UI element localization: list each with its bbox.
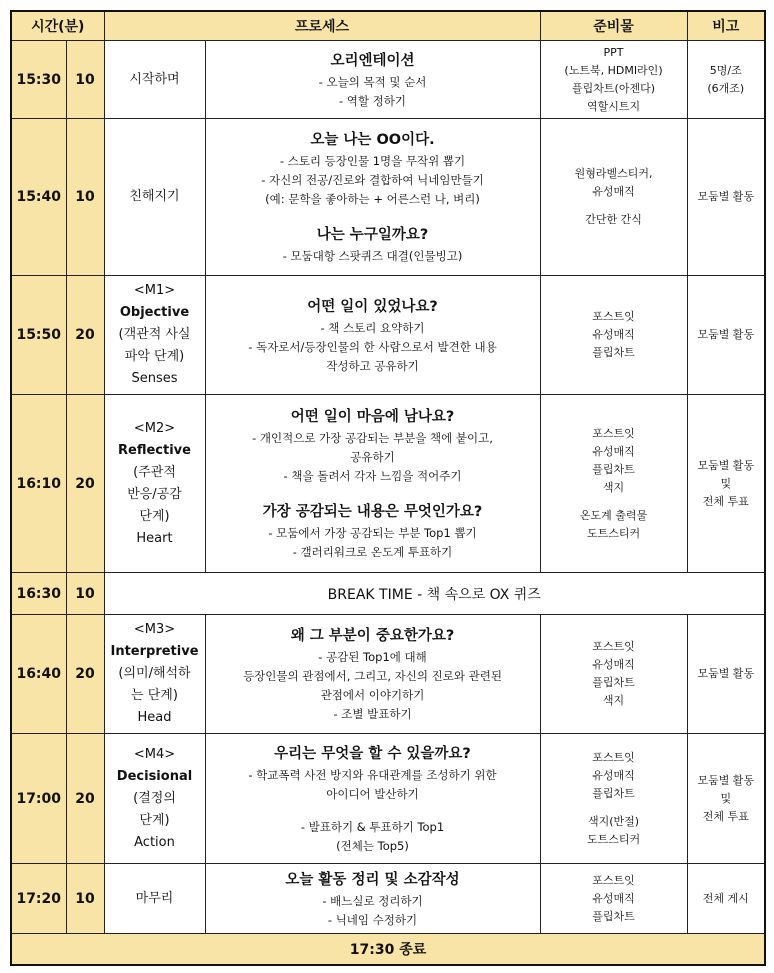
stage-line: Reflective [118,442,191,458]
process-cell [205,734,540,864]
process-cell [205,41,540,119]
process-heading: 오늘 활동 정리 및 소감작성 [285,871,460,888]
header-row [11,11,765,41]
process-heading: 우리는 무엇을 할 수 있을까요? [274,745,471,762]
schedule-table [10,10,766,966]
stage-line: 단계) [139,508,170,524]
section-gap [206,804,540,818]
stage-cell [104,864,205,934]
materials-gap [541,497,687,507]
notes-cell [687,276,765,395]
note-line: 모둠별 활동 [697,190,755,203]
notes-cell [687,119,765,276]
stage-cell [104,276,205,395]
process-line: 공유하기 [350,450,395,464]
material-item: 포스트잇 [592,750,635,764]
duration-cell: 20 [66,276,104,395]
stage-cell [104,395,205,573]
materials-gap [541,201,687,211]
stage-line: 파악 단계) [124,349,185,364]
stage-line: 단계) [139,812,170,828]
material-item: 온도계 출력물 [579,508,648,522]
process-line: - 역할 정하기 [339,93,407,108]
process-line: 아이디어 발산하기 [326,786,419,801]
time-cell: 16:10 [11,395,66,573]
stage-line: <M2> [133,420,176,436]
header-materials: 준비물 [540,11,687,41]
note-line: 전체 투표 [702,494,749,508]
note-line: 모둠별 활동 [697,328,755,341]
material-item: 원형라벨스티커, [574,167,653,180]
note-line: 전체 게시 [702,891,749,905]
stage-line: Action [134,834,175,850]
header-notes: 비고 [687,11,765,41]
stage-line: Heart [136,530,173,546]
material-item: 플립차트 [592,346,635,359]
stage-line: 친해지기 [129,189,180,204]
process-line: - 배느실로 정리하기 [322,893,423,908]
process-line: - 개인적으로 가장 공감되는 부분을 책에 붙이고, [252,431,493,445]
header-process: 프로세스 [104,11,540,41]
notes-cell [687,615,765,734]
table-row [11,615,765,734]
notes-cell [687,395,765,573]
stage-line: 시작하며 [129,71,180,87]
material-item: PPT [603,45,624,59]
time-cell: 15:40 [11,119,66,276]
duration-cell: 10 [66,573,104,615]
header-time: 시간(분) [11,11,104,41]
notes-cell [687,864,765,934]
stage-line: (주관적 [133,464,176,480]
materials-cell [540,119,687,276]
material-item: 플립차트(아젠다) [572,81,655,95]
note-line: 모둠별 활동 [697,458,755,472]
process-heading: 오늘 나는 OO이다. [310,132,435,148]
stage-line: <M4> [133,746,176,762]
process-heading: 왜 그 부분이 중요한가요? [290,628,455,644]
material-item: (노트북, HDMI라인) [564,63,663,77]
material-item: 유성매직 [592,658,635,671]
materials-cell [540,734,687,864]
process-line: - 모둠에서 가장 공감되는 부분 Top1 뽑기 [268,526,477,540]
stage-cell [104,41,205,119]
material-item: 플립차트 [592,462,635,476]
duration-cell: 20 [66,395,104,573]
process-line: (전체는 Top5) [336,838,409,853]
notes-cell [687,41,765,119]
stage-line: 반응/공감 [127,486,182,502]
material-item: 간단한 간식 [585,213,642,226]
stage-line: Interpretive [110,644,199,659]
duration-cell: 10 [66,41,104,119]
material-item: 플립차트 [592,676,635,689]
materials-gap [541,803,687,813]
break-cell: BREAK TIME - 책 속으로 OX 퀴즈 [104,573,765,615]
material-item: 포스트잇 [592,873,635,887]
duration-cell: 10 [66,864,104,934]
process-cell [205,276,540,395]
time-cell: 16:40 [11,615,66,734]
table-row [11,119,765,276]
process-line: - 학교폭력 사전 방지와 유대관계를 조성하기 위한 [248,767,497,782]
end-time: 17:30 종료 [11,934,765,966]
note-line: 및 [720,791,732,805]
material-item: 유성매직 [592,768,635,782]
materials-cell [540,615,687,734]
duration-cell: 20 [66,734,104,864]
stage-line: (객관적 사실 [118,327,191,342]
process-line: - 갤러리워크로 온도계 투표하기 [292,545,453,559]
process-cell [205,395,540,573]
table-row [11,395,765,573]
note-line: (6개조) [707,81,745,95]
table-row [11,276,765,395]
material-item: 색지 [602,480,625,494]
process-heading: 어떤 일이 마음에 남나요? [290,409,455,425]
material-item: 도트스티커 [586,526,641,540]
section-gap [206,209,540,223]
time-cell: 15:30 [11,41,66,119]
footer-row [11,934,765,966]
time-cell: 17:20 [11,864,66,934]
note-line: 모둠별 활동 [697,667,755,680]
time-cell: 15:50 [11,276,66,395]
process-heading: 오리엔테이션 [330,52,415,69]
materials-cell [540,864,687,934]
table-row [11,41,765,119]
section-gap [206,486,540,500]
stage-line: Head [137,710,172,725]
process-cell [205,864,540,934]
note-line: 전체 투표 [702,809,749,823]
material-item: 포스트잇 [592,310,635,323]
process-line: 작성하고 공유하기 [326,358,419,373]
note-line: 모둠별 활동 [697,773,755,787]
process-line: (예: 문학을 좋아하는 + 어른스런 나, 벼리) [265,192,480,206]
process-heading: 어떤 일이 있었나요? [307,298,438,315]
material-item: 유성매직 [592,185,635,198]
process-line: - 책 스토리 요약하기 [320,320,425,335]
process-line: - 책을 돌려서 각자 느낌을 적어주기 [283,469,462,483]
process-line: 관점에서 이야기하기 [320,688,425,702]
process-line: 등장인물의 관점에서, 그리고, 자신의 진로와 관련된 [243,669,502,683]
stage-cell [104,615,205,734]
process-line: - 스토리 등장인물 1명을 무작위 뽑기 [279,154,466,168]
material-item: 플립차트 [592,786,635,800]
materials-cell [540,41,687,119]
process-heading: 가장 공감되는 내용은 무엇인가요? [262,504,483,520]
table-row [11,864,765,934]
stage-line: (의미/해석하 [118,666,191,681]
notes-cell [687,734,765,864]
schedule-body [11,41,765,934]
note-line: 5명/조 [709,63,742,77]
process-line: - 공감된 Top1에 대해 [318,650,427,664]
material-item: 유성매직 [592,328,635,341]
table-row [11,734,765,864]
process-heading: 나는 누구일까요? [316,227,429,243]
materials-cell [540,276,687,395]
process-line: - 발표하기 & 투표하기 Top1 [300,819,445,834]
material-item: 포스트잇 [592,640,635,653]
stage-line: 는 단계) [131,688,178,703]
stage-line: 마무리 [135,890,174,906]
stage-line: Objective [119,305,190,320]
process-line: - 독자로서/등장인물의 한 사람으로서 발견한 내용 [248,339,497,354]
material-item: 유성매직 [592,444,635,458]
table-row [11,573,765,615]
material-item: 색지 [602,694,625,707]
material-item: 포스트잇 [592,426,635,440]
time-cell: 17:00 [11,734,66,864]
stage-line: <M1> [133,283,176,298]
process-line: - 오늘의 목적 및 순서 [318,74,427,89]
material-item: 유성매직 [592,891,635,905]
stage-line: Decisional [116,768,193,784]
time-cell: 16:30 [11,573,66,615]
process-line: - 닉네임 수정하기 [327,912,418,927]
note-line: 및 [720,476,732,490]
duration-cell: 20 [66,615,104,734]
process-line: - 조별 발표하기 [333,707,412,721]
materials-cell [540,395,687,573]
stage-cell [104,119,205,276]
process-cell [205,119,540,276]
material-item: 도트스티커 [586,832,641,846]
stage-line: Senses [131,371,178,386]
material-item: 플립차트 [592,909,635,923]
stage-cell [104,734,205,864]
process-line: - 모둠대항 스팟퀴즈 대결(인물빙고) [282,249,463,263]
material-item: 색지(반절) [587,814,640,828]
stage-line: <M3> [133,622,176,637]
material-item: 역할시트지 [586,99,641,113]
stage-line: (결정의 [133,790,176,806]
process-cell [205,615,540,734]
process-line: - 자신의 전공/진로와 결합하여 닉네임만들기 [261,173,484,187]
duration-cell: 10 [66,119,104,276]
